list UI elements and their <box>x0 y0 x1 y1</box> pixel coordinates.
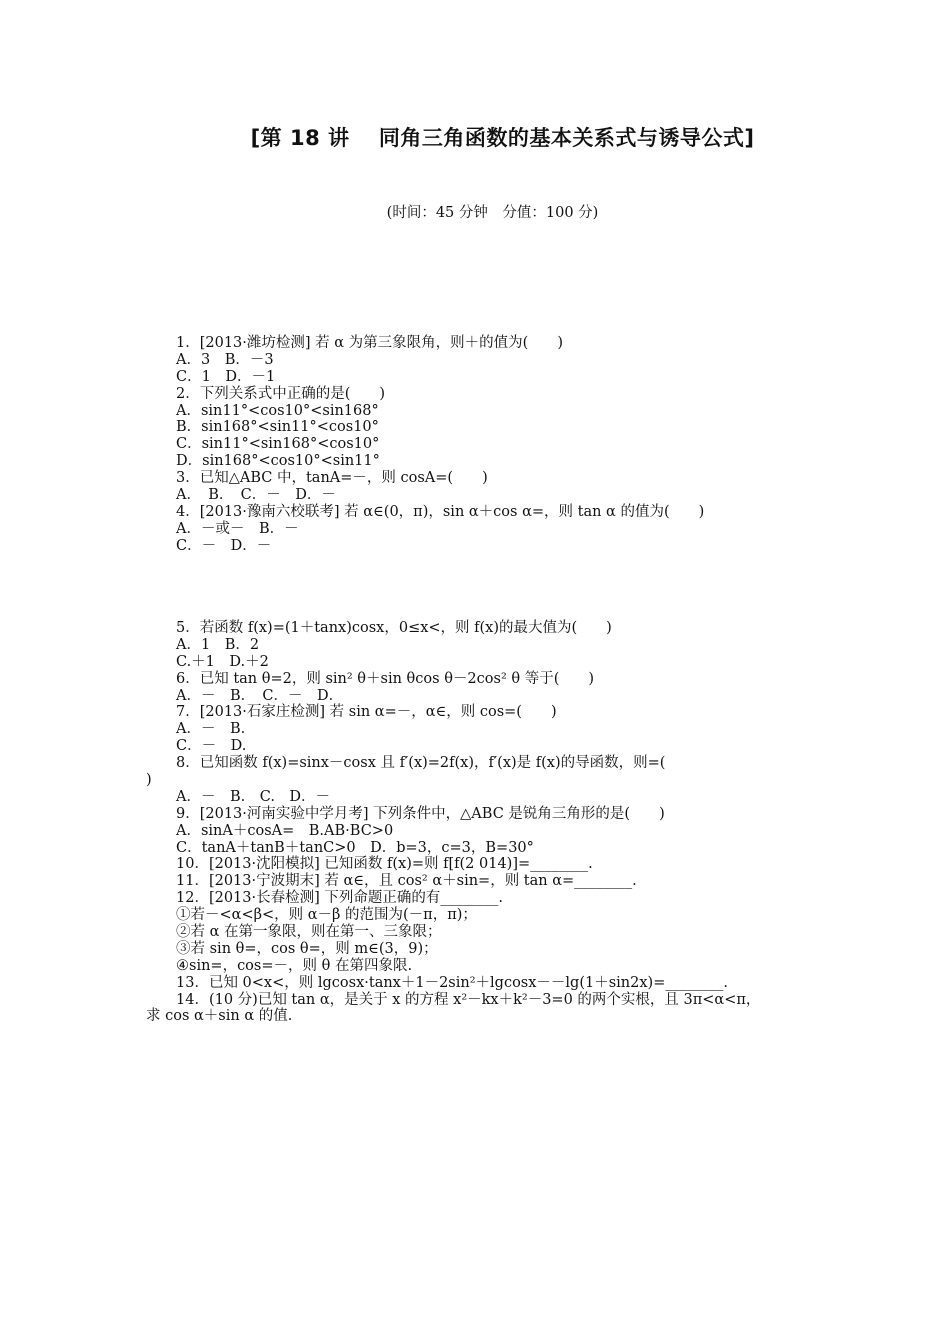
question-line: A．－ B. <box>176 721 246 738</box>
question-block-1 <box>0 335 950 555</box>
question-block-2 <box>0 620 950 1025</box>
question-line: 10．[2013·沈阳模拟] 已知函数 f(x)=则 f[f(2 014)]=________. <box>176 856 593 873</box>
page-title: [第 18 讲 同角三角函数的基本关系式与诱导公式] <box>250 126 755 150</box>
page-subtitle: (时间：45 分钟 分值：100 分) <box>386 205 599 221</box>
question-line: A．sin11°<cos10°<sin168° <box>176 402 379 419</box>
question-line: C．sin11°<sin168°<cos10° <box>176 436 380 453</box>
question-line: 求 cos α＋sin α 的值. <box>146 1008 293 1025</box>
question-line: C.＋1 D.＋2 <box>176 653 269 670</box>
question-line: 13．已知 0<x<，则 lgcosx·tanx＋1－2sin²＋lgcosx－－lg(1＋sin2x)=________. <box>176 974 728 991</box>
question-line: 7．[2013·石家庄检测] 若 sin α=－，α∈，则 cos=( ) <box>176 704 557 721</box>
question-line: A． B． C．－ D．－ <box>176 487 336 504</box>
question-line: 5．若函数 f(x)=(1＋tanx)cosx，0≤x<，则 f(x)的最大值为( ) <box>176 620 612 636</box>
question-line: 2．下列关系式中正确的是( ) <box>176 385 386 402</box>
question-line: C．－ D. <box>176 738 247 755</box>
question-line: ③若 sin θ=，cos θ=，则 m∈(3，9)； <box>176 940 438 957</box>
question-line: ①若－<α<β<，则 α－β 的范围为(－π，π)； <box>176 907 477 924</box>
question-line: 4．[2013·豫南六校联考] 若 α∈(0，π)，sin α＋cos α=，则 tan α 的值为( ) <box>176 503 705 520</box>
question-line: A．1 B．2 <box>176 636 260 653</box>
question-line: A．3 B．－3 <box>176 351 274 368</box>
question-line: 1．[2013·潍坊检测] 若 α 为第三象限角，则＋的值为( ) <box>176 335 563 351</box>
question-line: A．－或－ B．－ <box>176 520 299 537</box>
question-line: 9．[2013·河南实验中学月考] 下列条件中，△ABC 是锐角三角形的是( ) <box>176 805 665 822</box>
question-line: 3．已知△ABC 中，tanA=－，则 cosA=( ) <box>176 470 488 487</box>
question-line: 11．[2013·宁波期末] 若 α∈，且 cos² α＋sin=，则 tan α=________. <box>176 873 637 890</box>
question-line: 12．[2013·长春检测] 下列命题正确的有________. <box>176 890 503 907</box>
question-line: 6．已知 tan θ=2，则 sin² θ＋sin θcos θ－2cos² θ 等于( ) <box>176 670 595 687</box>
question-line: B．sin168°<sin11°<cos10° <box>176 419 379 436</box>
question-line: C．－ D．－ <box>176 537 272 554</box>
question-line: A．－ B． C．－ D． <box>176 687 344 704</box>
question-line: D．sin168°<cos10°<sin11° <box>176 453 380 470</box>
question-line: A．sinA＋cosA= B.AB·BC>0 <box>176 822 394 839</box>
question-line: C．1 D．－1 <box>176 368 276 385</box>
question-line: ) <box>146 772 152 789</box>
question-line: A．－ B. C. D．－ <box>176 788 331 805</box>
question-line: 8．已知函数 f(x)=sinx－cosx 且 f′(x)=2f(x)，f′(x)是 f(x)的导函数，则=( <box>176 755 666 772</box>
question-line: 14．(10 分)已知 tan α，是关于 x 的方程 x²－kx＋k²－3=0 的两个实根，且 3π<α<π， <box>176 991 761 1008</box>
question-line: ②若 α 在第一象限，则在第一、三象限； <box>176 924 442 941</box>
question-line: C．tanA＋tanB＋tanC>0 D．b=3，c=3，B=30° <box>176 839 534 856</box>
question-line: ④sin=，cos=－，则 θ 在第四象限. <box>176 957 413 974</box>
